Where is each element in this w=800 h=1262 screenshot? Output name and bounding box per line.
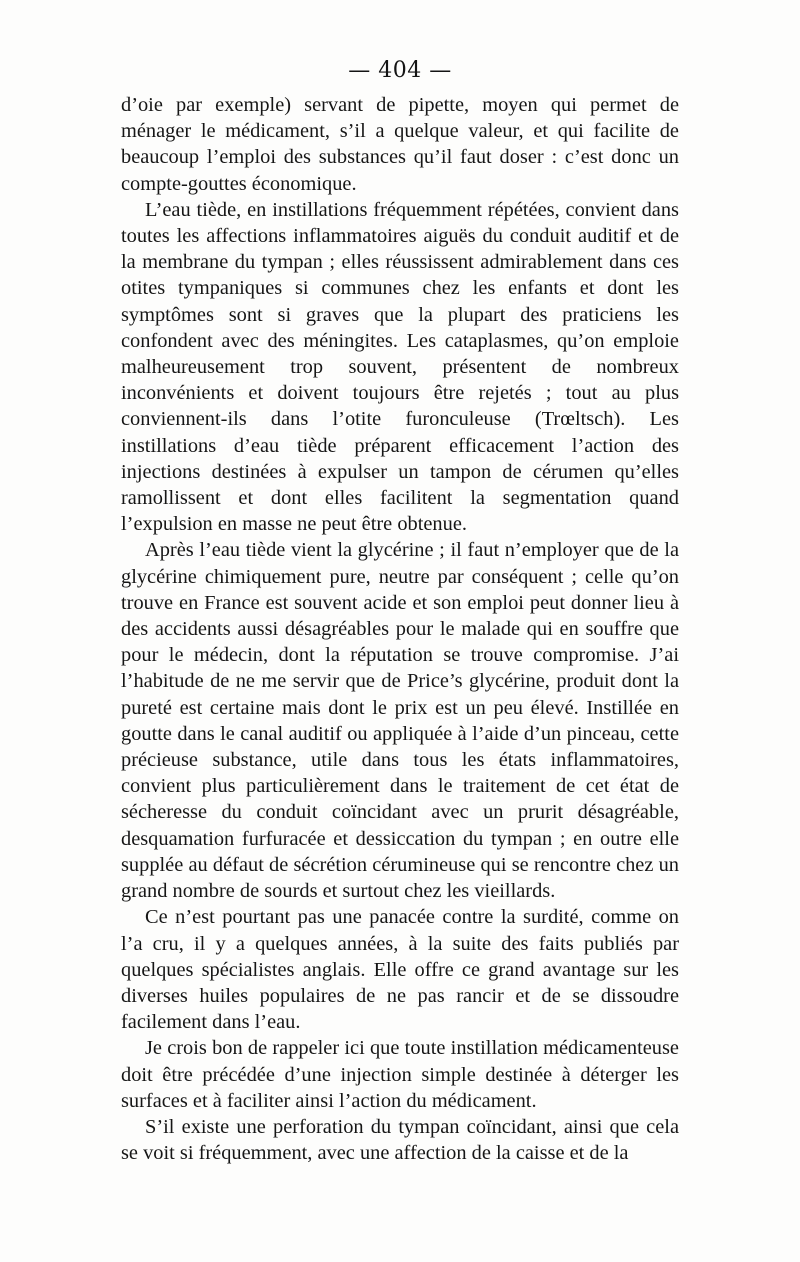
paragraph-4: Ce n’est pourtant pas une panacée contre la surdité, comme on l’a cru, il y a quelques années, à la suite des faits publiés par quelques spécialistes anglais. Elle offre ce grand avantage sur les diverses huiles populaires de ne pas rancir et de se dissoudre facilement dans l’eau. [121, 906, 679, 1034]
paragraph-5: Je crois bon de rappeler ici que toute instillation médicamenteuse doit être précédée d’une injection simple destinée à déterger les surfaces et à faciliter ainsi l’action du médicament. [121, 1037, 679, 1112]
page-number: — 404 — [348, 58, 452, 83]
paragraph-6: S’il existe une perforation du tympan coïncidant, ainsi que cela se voit si fréquemment, avec une affection de la caisse et de la [121, 1115, 679, 1165]
paragraph-3: Après l’eau tiède vient la glycérine ; il faut n’employer que de la glycérine chimiquement pure, neutre par conséquent ; celle qu’on trouve en France est souvent acide et son emploi peut donner lieu à des accidents aussi désagréables pour le malade qui en souffre que pour le médecin, dont la réputation se trouve compromise. J’ai l’habitude de ne me servir que de Price’s glycérine, produit dont la pureté est certaine mais dont le prix est un peu élevé. Instillée en goutte dans le canal auditif ou appliquée à l’aide d’un pinceau, cette précieuse substance, utile dans tous les états inflammatoires, convient plus particulièrement dans le traitement de cet état de sécheresse du conduit coïncidant avec un prurit désagréable, desquamation furfuracée et dessiccation du tympan ; en outre elle supplée au défaut de sécrétion cérumineuse qui se rencontre chez un grand nombre de sourds et surtout chez les vieillards. [121, 539, 679, 903]
body-text [121, 92, 679, 1166]
paragraph-2: L’eau tiède, en instillations fréquemment répétées, convient dans toutes les affections inflammatoires aiguës du conduit auditif et de la membrane du tympan ; elles réussissent admirablement dans ces otites tympaniques si communes chez les enfants et dont les symptômes sont si graves que la plupart des praticiens les confondent avec des méningites. Les cataplasmes, qu’on emploie malheureusement trop souvent, présentent de nombreux inconvénients et doivent toujours être rejetés ; tout au plus conviennent-ils dans l’otite furonculeuse (Trœltsch). Les instillations d’eau tiède préparent efficacement l’action des injections destinées à expulser un tampon de cérumen qu’elles ramollissent et dont elles facilitent la segmentation quand l’expulsion en masse ne peut être obtenue. [121, 198, 679, 536]
paragraph-1: d’oie par exemple) servant de pipette, moyen qui permet de ménager le médicament, s’il a quelque valeur, et qui facilite de beaucoup l’emploi des substances qu’il faut doser : c’est donc un compte-gouttes économique. [121, 94, 679, 195]
